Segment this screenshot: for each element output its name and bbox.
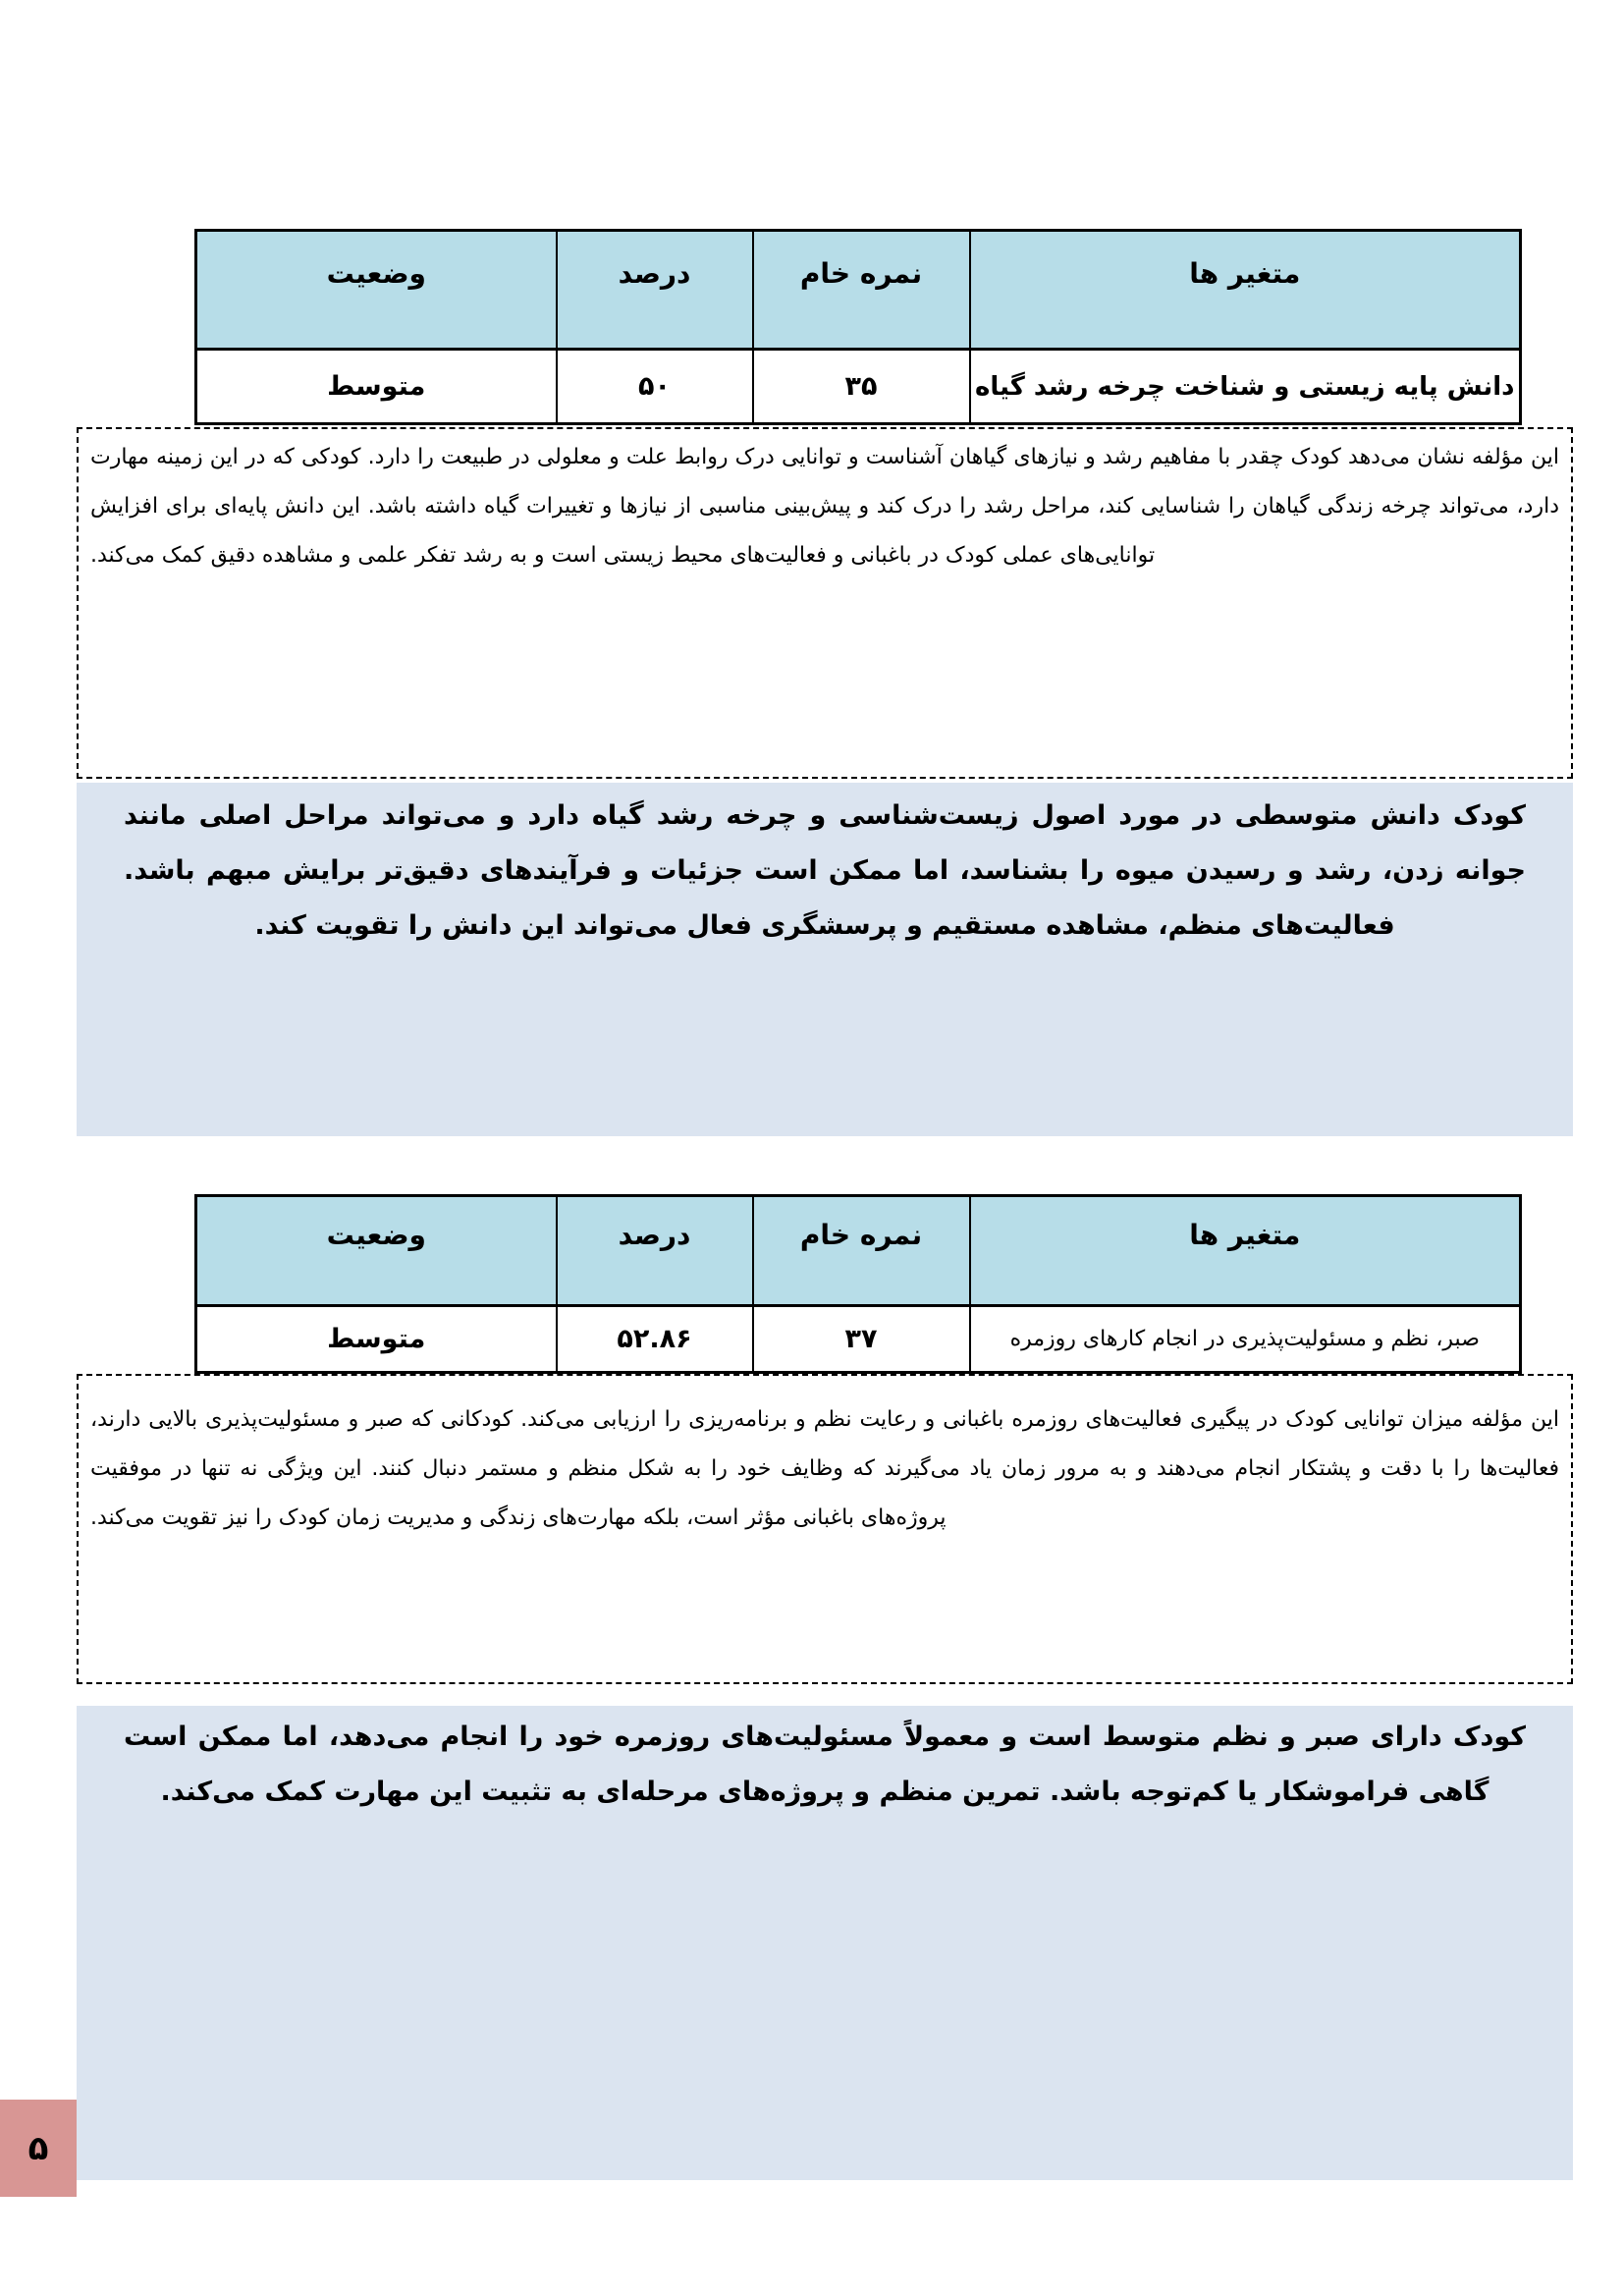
page-number-badge — [0, 2100, 77, 2197]
description-text-1: این مؤلفه نشان می‌دهد کودک چقدر با مفاهیم رشد و نیازهای گیاهان آشناست و توانایی درک روابط علت و معلولی در طبیعت را دارد. کودکی که در این زمینه مهارت دارد، می‌تواند چرخه زندگی گیاهان را شناسایی کند، مراحل رشد را درک کند و پیش‌بینی مناسبی از نیازها و تغییرات گیاه داشته باشد. این دانش پایه‌ای برای افزایش توانایی‌های عملی کودک در باغبانی و فعالیت‌های محیط زیستی است و به رشد تفکر علمی و مشاهده دقیق کمک می‌کند. — [90, 445, 1559, 568]
table-2-variable-cell: صبر، نظم و مسئولیت‌پذیری در انجام کارهای روزمره — [970, 1306, 1521, 1373]
table-2-header-row — [196, 1196, 1521, 1306]
description-box-1 — [77, 427, 1573, 779]
table-1-header-row — [196, 231, 1521, 350]
table-1-header-percent: درصد — [557, 231, 753, 350]
table-2-header-status: وضعیت — [196, 1196, 557, 1306]
assessment-text-2: کودک دارای صبر و نظم متوسط است و معمولاً مسئولیت‌های روزمره خود را انجام می‌دهد، اما ممکن است گاهی فراموشکار یا کم‌توجه باشد. تمرین منظم و پروژه‌های مرحله‌ای به تثبیت این مهارت کمک می‌کند. — [124, 1722, 1526, 1807]
table-1-variable-cell: دانش پایه زیستی و شناخت چرخه رشد گیاه — [970, 350, 1521, 424]
table-1-raw-score-cell: ۳۵ — [753, 350, 970, 424]
assessment-box-2 — [77, 1706, 1573, 2180]
table-2-header-raw-score: نمره خام — [753, 1196, 970, 1306]
table-2-status-cell: متوسط — [196, 1306, 557, 1373]
table-1-header-variables: متغیر ها — [970, 231, 1521, 350]
assessment-text-1: کودک دانش متوسطی در مورد اصول زیست‌شناسی و چرخه رشد گیاه دارد و می‌تواند مراحل اصلی مانند جوانه زدن، رشد و رسیدن میوه را بشناسد، اما ممکن است جزئیات و فرآیندهای دقیق‌تر برایش مبهم باشد. فعالیت‌های منظم، مشاهده مستقیم و پرسشگری فعال می‌تواند این دانش را تقویت کند. — [124, 800, 1526, 941]
scores-table-1 — [194, 229, 1522, 425]
table-1-data-row — [196, 350, 1521, 424]
description-box-2 — [77, 1374, 1573, 1684]
table-2-raw-score-cell: ۳۷ — [753, 1306, 970, 1373]
description-text-2: این مؤلفه میزان توانایی کودک در پیگیری فعالیت‌های روزمره باغبانی و رعایت نظم و برنامه‌ریزی را ارزیابی می‌کند. کودکانی که صبر و مسئولیت‌پذیری بالایی دارند، فعالیت‌ها را با دقت و پشتکار انجام می‌دهند و به مرور زمان یاد می‌گیرند که وظایف خود را به شکل منظم و مستمر دنبال کنند. این ویژگی نه تنها در موفقیت پروژه‌های باغبانی مؤثر است، بلکه مهارت‌های زندگی و مدیریت زمان کودک را نیز تقویت می‌کند. — [90, 1407, 1559, 1530]
scores-table-2 — [194, 1194, 1522, 1374]
table-1-header-status: وضعیت — [196, 231, 557, 350]
table-2-header-percent: درصد — [557, 1196, 753, 1306]
table-2-header-variables: متغیر ها — [970, 1196, 1521, 1306]
assessment-box-1 — [77, 783, 1573, 1136]
page-number-value: ۵ — [27, 2128, 49, 2168]
table-1-header-raw-score: نمره خام — [753, 231, 970, 350]
table-2-percent-cell: ۵۲.۸۶ — [557, 1306, 753, 1373]
table-2-data-row — [196, 1306, 1521, 1373]
table-1-status-cell: متوسط — [196, 350, 557, 424]
table-1-percent-cell: ۵۰ — [557, 350, 753, 424]
